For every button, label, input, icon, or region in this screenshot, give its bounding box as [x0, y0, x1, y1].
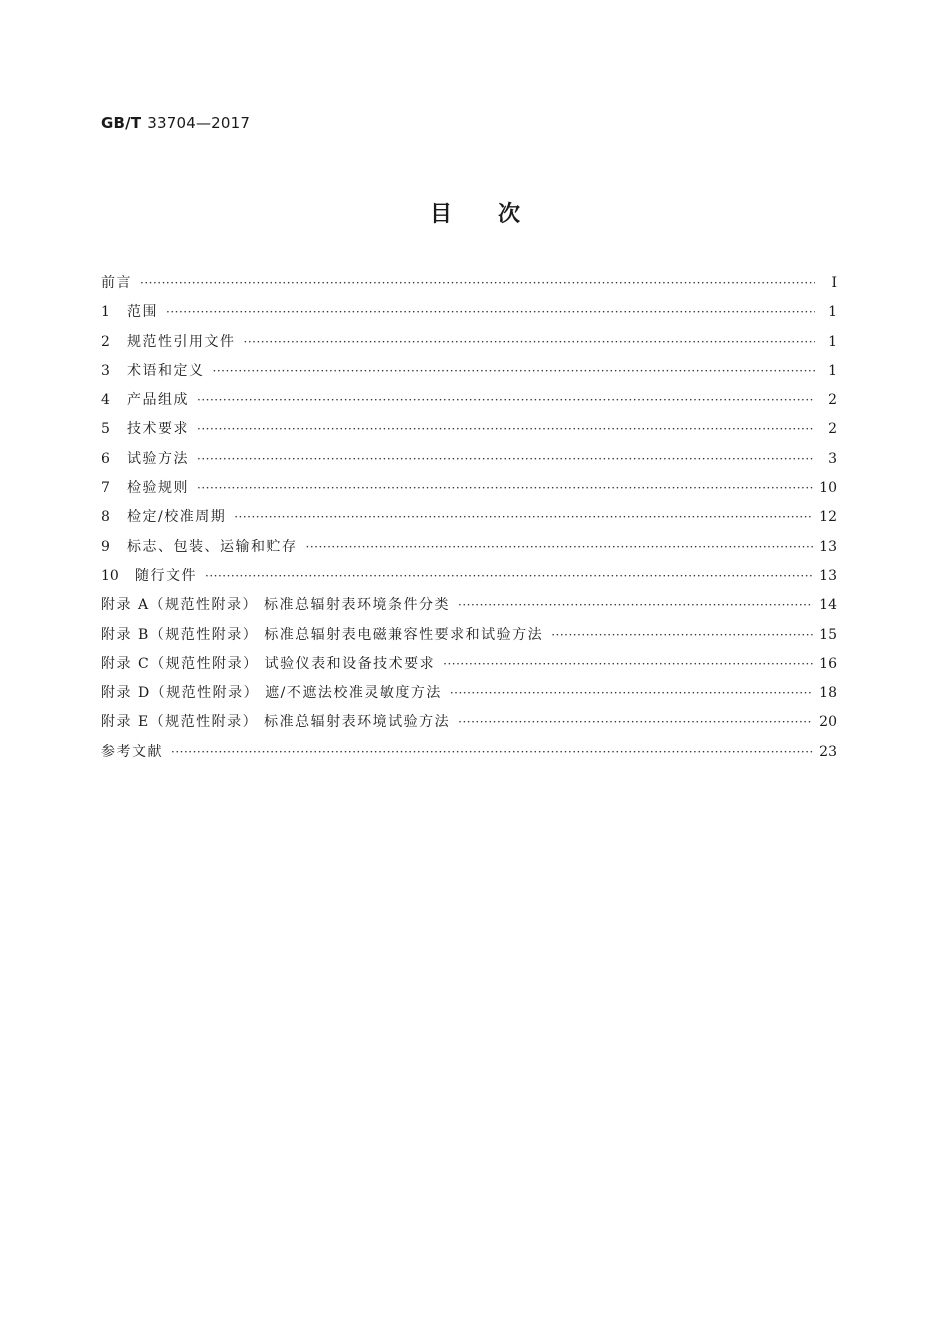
toc-leader-dots	[450, 686, 813, 700]
toc-page-number: 13	[819, 538, 837, 555]
toc-entry-label: 术语和定义	[127, 362, 205, 379]
toc-section-number: 3	[101, 362, 110, 379]
toc-entry-label: 检定/校准周期	[127, 509, 227, 526]
toc-leader-dots	[306, 540, 814, 554]
toc-entry-4[interactable]	[101, 389, 837, 418]
toc-section-number: 2	[101, 333, 110, 350]
toc-section-number: 10	[101, 567, 119, 584]
toc-leader-dots	[197, 422, 815, 436]
toc-entry-label: 附录 B（规范性附录） 标准总辐射表电磁兼容性要求和试验方法	[101, 626, 544, 643]
toc-entry-label: 技术要求	[127, 421, 189, 438]
toc-entry-5[interactable]	[101, 418, 837, 447]
standard-code	[101, 114, 250, 132]
toc-page-number: 14	[819, 597, 837, 614]
toc-entry-7[interactable]	[101, 477, 837, 506]
toc-page-number: 16	[819, 655, 837, 672]
toc-page-number: 10	[819, 480, 837, 497]
toc-page-number: 1	[828, 304, 837, 321]
toc-entry-9[interactable]	[101, 536, 837, 565]
toc-page-number: I	[831, 275, 837, 291]
toc-entry-label: 参考文献	[101, 743, 163, 760]
toc-leader-dots	[213, 364, 816, 378]
toc-section-number: 4	[101, 392, 110, 409]
toc-entry-3[interactable]	[101, 360, 837, 389]
toc-entry-appendix-b[interactable]	[101, 624, 837, 653]
toc-entry-1[interactable]	[101, 301, 837, 330]
toc-entry-appendix-e[interactable]	[101, 711, 837, 740]
toc-leader-dots	[443, 657, 813, 671]
toc-entry-foreword[interactable]	[101, 272, 837, 301]
toc-page-number: 1	[828, 362, 837, 379]
toc-entry-label: 标志、包装、运输和贮存	[127, 538, 298, 555]
page-title: 目次	[429, 202, 566, 227]
toc-page-number: 20	[819, 714, 837, 731]
toc-page-number: 1	[828, 333, 837, 350]
toc-entry-label: 检验规则	[127, 480, 189, 497]
toc-entry-10[interactable]	[101, 565, 837, 594]
toc-page-number: 23	[819, 743, 837, 760]
toc-entry-label: 规范性引用文件	[127, 333, 236, 350]
toc-entry-label: 附录 E（规范性附录） 标准总辐射表环境试验方法	[101, 714, 451, 731]
toc-entry-appendix-d[interactable]	[101, 682, 837, 711]
toc-page-number: 13	[819, 567, 837, 584]
standard-number: 33704—2017	[147, 114, 251, 132]
toc-leader-dots	[171, 745, 813, 759]
toc-entry-2[interactable]	[101, 331, 837, 360]
toc-entry-appendix-a[interactable]	[101, 594, 837, 623]
table-of-contents	[101, 272, 837, 770]
toc-section-number: 7	[101, 480, 110, 497]
toc-leader-dots	[140, 276, 815, 290]
toc-page-number: 2	[828, 421, 837, 438]
toc-entry-label: 范围	[127, 304, 158, 321]
toc-entry-label: 产品组成	[127, 392, 189, 409]
toc-section-number: 8	[101, 509, 110, 526]
toc-leader-dots	[197, 393, 815, 407]
toc-entry-label: 附录 A（规范性附录） 标准总辐射表环境条件分类	[101, 597, 451, 614]
toc-entry-references[interactable]	[101, 741, 837, 770]
standard-prefix: GB/T	[101, 114, 142, 132]
toc-page-number: 18	[819, 685, 837, 702]
toc-section-number: 6	[101, 450, 110, 467]
toc-entry-label: 附录 C（规范性附录） 试验仪表和设备技术要求	[101, 655, 436, 672]
toc-section-number: 5	[101, 421, 110, 438]
toc-page-number: 3	[828, 450, 837, 467]
toc-entry-label: 随行文件	[135, 567, 197, 584]
toc-entry-label: 前言	[101, 275, 132, 291]
toc-entry-6[interactable]	[101, 448, 837, 477]
toc-leader-dots	[244, 335, 816, 349]
toc-entry-appendix-c[interactable]	[101, 653, 837, 682]
toc-leader-dots	[551, 628, 813, 642]
toc-entry-label: 试验方法	[127, 450, 189, 467]
toc-entry-label: 附录 D（规范性附录） 遮/不遮法校准灵敏度方法	[101, 685, 442, 702]
toc-page-number: 15	[819, 626, 837, 643]
toc-entry-8[interactable]	[101, 506, 837, 535]
toc-page-number: 2	[828, 392, 837, 409]
toc-page-number: 12	[819, 509, 837, 526]
toc-leader-dots	[197, 481, 813, 495]
toc-leader-dots	[458, 715, 813, 729]
toc-leader-dots	[458, 598, 813, 612]
toc-section-number: 9	[101, 538, 110, 555]
toc-leader-dots	[234, 510, 813, 524]
toc-leader-dots	[166, 305, 815, 319]
toc-leader-dots	[197, 452, 815, 466]
toc-section-number: 1	[101, 304, 110, 321]
toc-leader-dots	[205, 569, 813, 583]
